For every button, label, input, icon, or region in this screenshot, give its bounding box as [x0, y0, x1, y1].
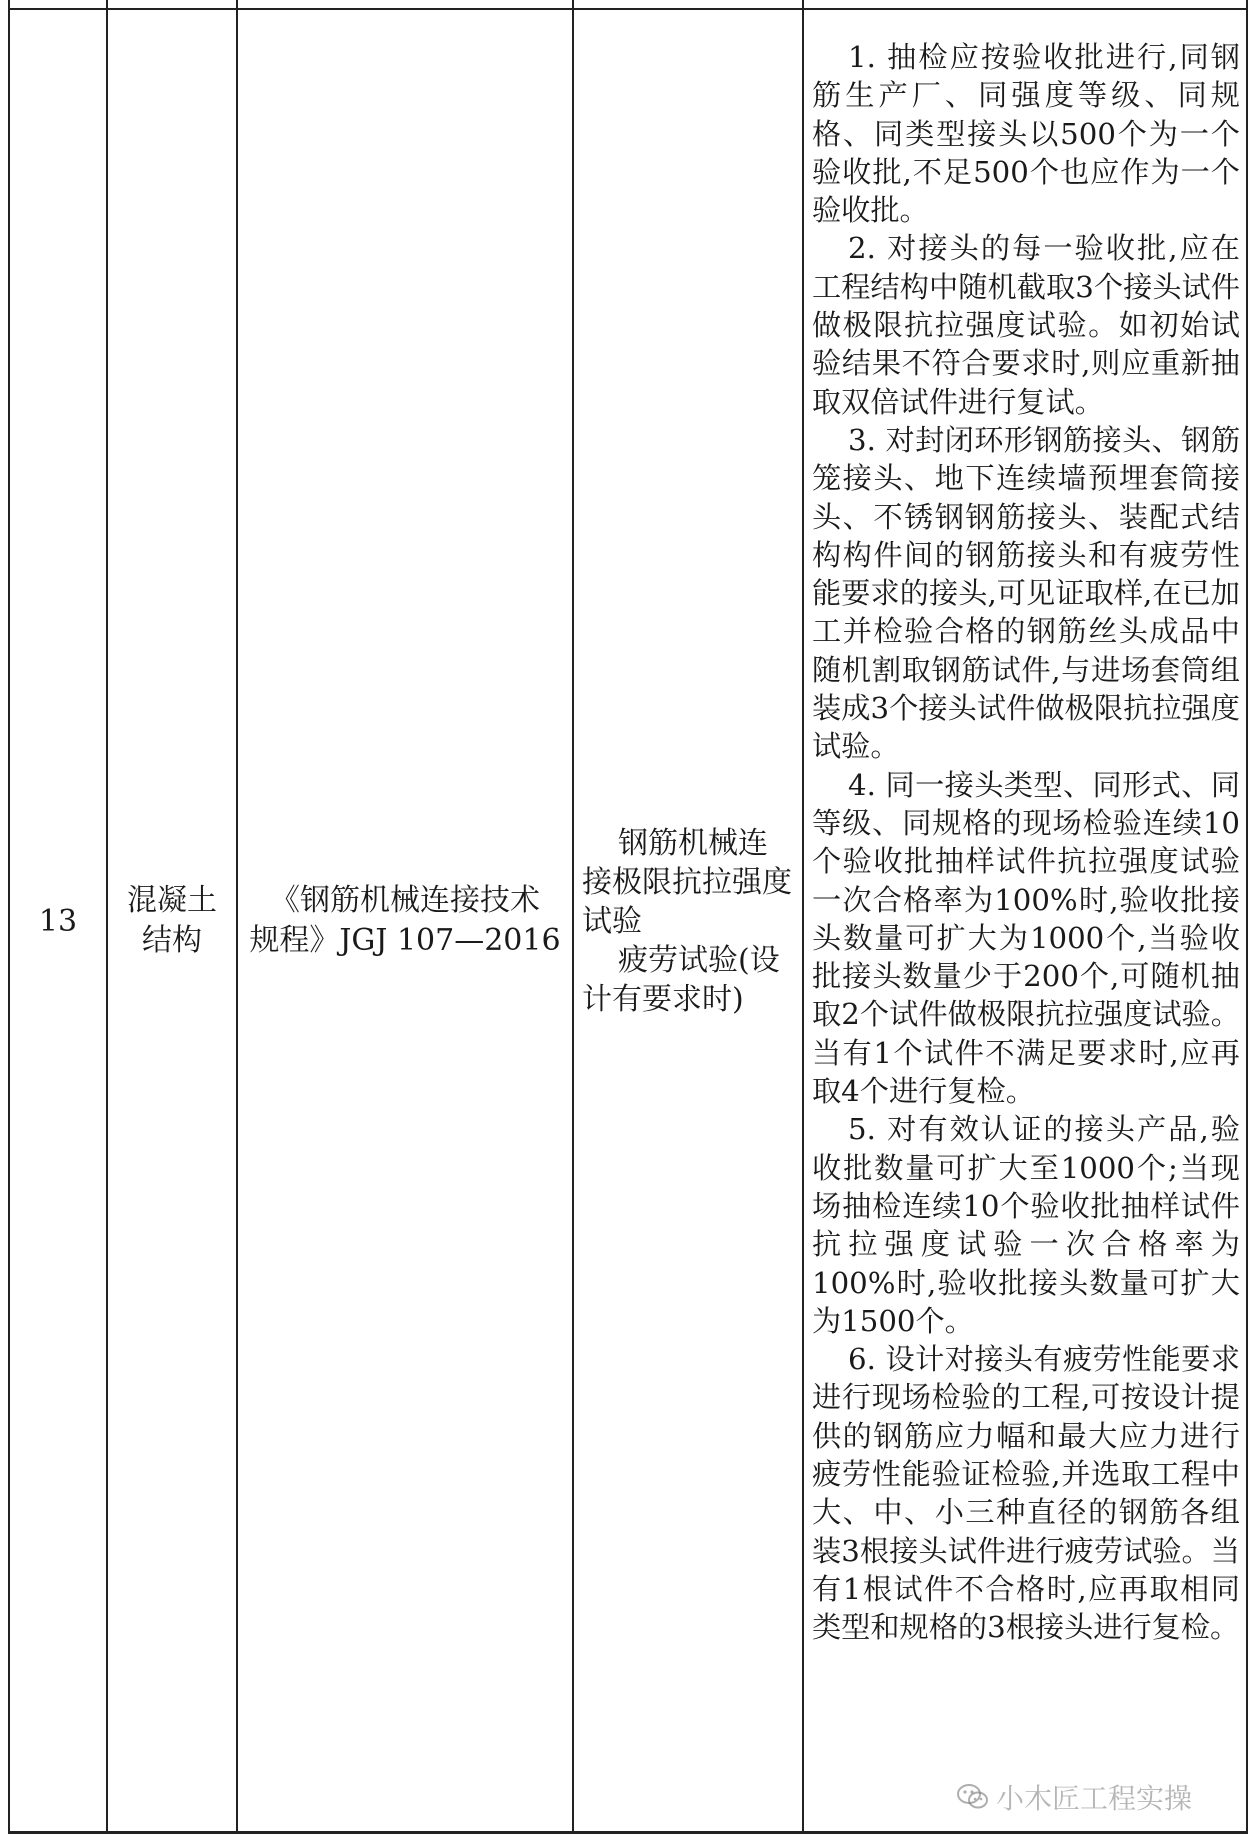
rule-paragraph: 3. 对封闭环形钢筋接头、钢筋笼接头、地下连续墙预埋套筒接头、不锈钢钢筋接头、装配式结构构件间的钢筋接头和有疲劳性能要求的接头,可见证取样,在已加工并检验合格的钢筋丝头成品中随机割取钢筋试件,与进场套筒组装成3个接头试件做极限抗拉强度试验。: [812, 422, 1240, 764]
standard-line: 规程》JGJ 107—2016: [249, 923, 561, 958]
row-number-text: 13: [38, 903, 78, 939]
rule-paragraph: 6. 设计对接头有疲劳性能要求进行现场检验的工程,可按设计提供的钢筋应力幅和最大应力进行疲劳性能验证检验,并选取工程中大、中、小三种直径的钢筋各组装3根接头试件进行疲劳试验。当有1根试件不合格时,应再取相同类型和规格的3根接头进行复检。: [812, 1342, 1240, 1645]
test-item: 疲劳试验(设计有要求时): [582, 942, 780, 1017]
test-item: 钢筋机械连接极限抗拉强度试验: [582, 825, 792, 939]
row-number: [10, 8, 106, 1834]
rule-paragraph: 4. 同一接头类型、同形式、同等级、同规格的现场检验连续10个验收批抽样试件抗拉强度试验一次合格率为100%时,验收批接头数量可扩大为1000个,当验收批接头数量少于200个,可随机抽取2个试件做极限抗拉强度试验。当有1个试件不满足要求时,应再取4个进行复检。: [812, 767, 1240, 1109]
category-line: 混凝土: [127, 883, 217, 918]
watermark-text: 小木匠工程实操: [996, 1782, 1193, 1815]
standard-cell: [238, 8, 572, 1834]
standard-line: 《钢筋机械连接技术: [269, 883, 540, 918]
category-cell: [108, 8, 236, 1834]
rules-cell: [804, 38, 1246, 1646]
tests-cell: [574, 8, 802, 1834]
rule-paragraph: 5. 对有效认证的接头产品,验收批数量可扩大至1000个;当现场抽检连续10个验收批抽样试件抗拉强度试验一次合格率为100%时,验收批接头数量可扩大为1500个。: [812, 1112, 1240, 1338]
wechat-icon: [956, 1780, 990, 1814]
rule-paragraph: 1. 抽检应按验收批进行,同钢筋生产厂、同强度等级、同规格、同类型接头以500个为一个验收批,不足500个也应作为一个验收批。: [812, 40, 1240, 228]
category-line: 结构: [142, 923, 202, 958]
rule-paragraph: 2. 对接头的每一验收批,应在工程结构中随机截取3个接头试件做极限抗拉强度试验。如初始试验结果不符合要求时,则应重新抽取双倍试件进行复试。: [812, 231, 1240, 419]
watermark: [950, 1777, 1198, 1817]
